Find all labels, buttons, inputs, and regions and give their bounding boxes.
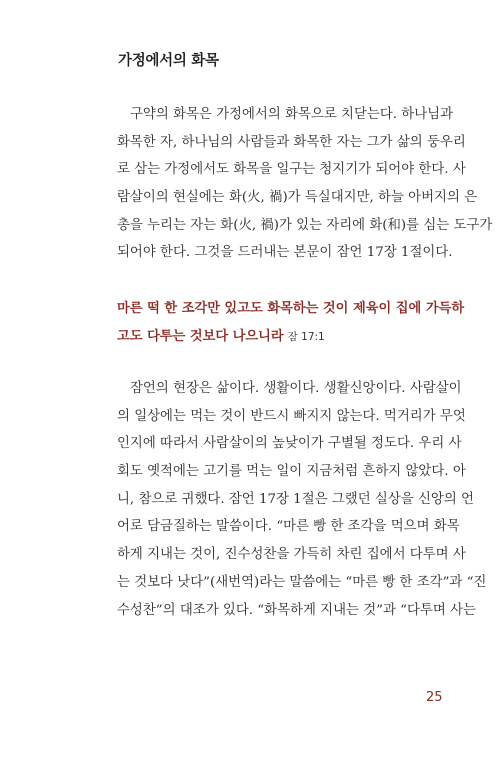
text-line: 로 삼는 가정에서도 화목을 일구는 청지기가 되어야 한다. 사	[117, 162, 466, 178]
text-line: 수성찬”의 대조가 있다. “화목하게 지내는 것”과 “다투며 사는	[117, 602, 476, 618]
text-line: 총을 누리는 자는 화(火, 禍)가 있는 자리에 화(和)를 심는 도구가	[117, 217, 493, 233]
quote-text: 고도 다투는 것보다 나으니라	[117, 329, 284, 344]
text-line: 어로 담금질하는 말씀이다. “마른 빵 한 조각을 먹으며 화목	[117, 519, 460, 535]
section-heading: 가정에서의 화목	[118, 53, 219, 69]
text-line: 구약의 화목은 가정에서의 화목으로 치닫는다. 하나님과	[130, 107, 454, 122]
quote-line: 마른 떡 한 조각만 있고도 화목하는 것이 제육이 집에 가득하	[117, 301, 465, 316]
text-line: 잠언의 현장은 삶이다. 생활이다. 생활신앙이다. 사람살이	[130, 381, 462, 396]
scripture-reference: 잠 17:1	[287, 331, 325, 343]
body-paragraph-2	[117, 375, 487, 624]
text-line: 하게 지내는 것이, 진수성찬을 가득히 차린 집에서 다투며 사	[117, 547, 466, 563]
text-line: 람살이의 현실에는 화(火, 禍)가 득실대지만, 하늘 아버지의 은	[117, 190, 478, 206]
text-line: 의 일상에는 먹는 것이 반드시 빠지지 않는다. 먹거리가 무엇	[117, 408, 466, 424]
text-line: 는 것보다 낫다”(새번역)라는 말씀에는 “마른 빵 한 조각”과 “진	[117, 574, 487, 590]
quote-line-last	[117, 323, 435, 351]
text-line: 니, 참으로 귀했다. 잠언 17장 1절은 그랬던 실상을 신앙의 언	[117, 491, 474, 507]
scripture-quote	[117, 295, 465, 351]
text-line: 인지에 따라서 사람살이의 높낮이가 구별될 정도다. 우리 사	[117, 436, 462, 452]
text-line: 회도 옛적에는 고기를 먹는 일이 지금처럼 흔하지 않았다. 아	[117, 464, 466, 480]
body-paragraph-1	[117, 101, 493, 267]
text-line: 화목한 자, 하나님의 사람들과 화목한 자는 그가 삶의 둥우리	[117, 134, 466, 150]
text-line: 되어야 한다. 그것을 드러내는 본문이 잠언 17장 1절이다.	[117, 245, 453, 261]
page-number: 25	[426, 690, 443, 705]
